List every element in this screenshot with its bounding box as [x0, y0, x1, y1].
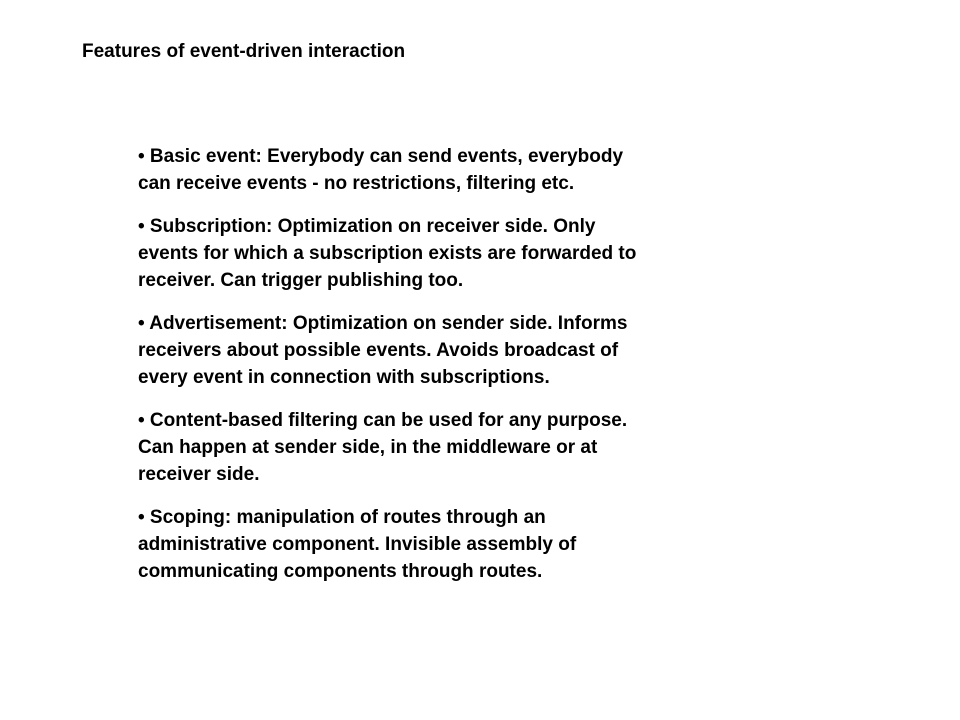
- bullet-advertisement: • Advertisement: Optimization on sender side. Informs receivers about possible events. Avoids broadcast of every event in connection with subscriptions.: [138, 313, 628, 388]
- bullet-content-based-filtering: • Content-based filtering can be used for any purpose. Can happen at sender side, in the middleware or at receiver side.: [138, 410, 628, 485]
- bullet-subscription: • Subscription: Optimization on receiver side. Only events for which a subscription exists are forwarded to receiver. Can trigger publishing too.: [138, 216, 637, 291]
- bullet-scoping: • Scoping: manipulation of routes through an administrative component. Invisible assembly of communicating components through routes.: [138, 507, 577, 582]
- bullet-list: [138, 143, 788, 585]
- bullet-basic-event: • Basic event: Everybody can send events, everybody can receive events - no restrictions, filtering etc.: [138, 146, 624, 194]
- slide-title: Features of event-driven interaction: [82, 41, 406, 62]
